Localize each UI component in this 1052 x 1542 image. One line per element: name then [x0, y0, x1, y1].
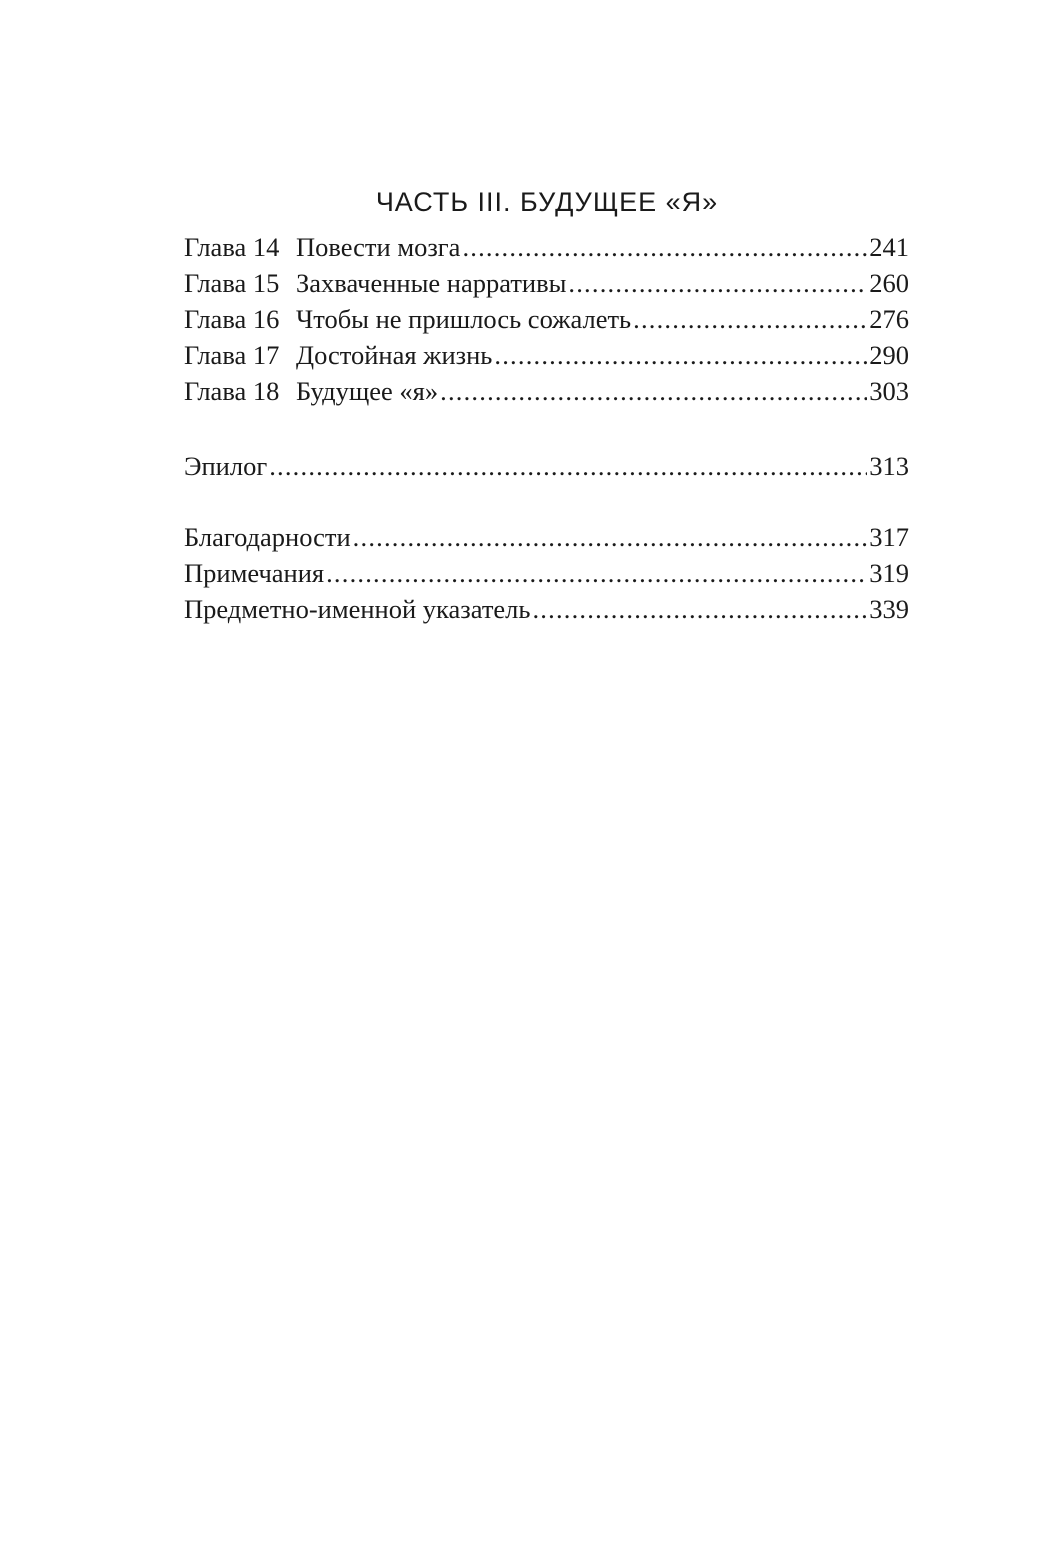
chapter-title: Достойная жизнь — [296, 340, 493, 370]
dot-leader — [568, 265, 867, 301]
dot-leader — [440, 373, 867, 409]
entry-title: Эпилог — [184, 451, 268, 481]
chapter-title: Повести мозга — [296, 232, 461, 262]
page-number: 317 — [869, 522, 909, 552]
part-title: ЧАСТЬ III. БУДУЩЕЕ «Я» — [375, 187, 719, 217]
dot-leader — [269, 448, 867, 484]
entry-title: Благодарности — [184, 522, 351, 552]
page-number: 313 — [869, 451, 909, 481]
chapter-number: Глава 18 — [184, 376, 280, 406]
page-number: 319 — [869, 558, 909, 588]
dot-leader — [353, 519, 868, 555]
page-number: 303 — [869, 376, 909, 406]
toc-chapters — [184, 229, 909, 409]
dot-leader — [494, 337, 867, 373]
page-number: 260 — [869, 268, 909, 298]
toc-back-matter — [184, 519, 909, 627]
toc-entry-chapter-14[interactable] — [184, 229, 909, 265]
entry-title: Предметно-именной указатель — [184, 594, 531, 624]
chapter-title: Будущее «я» — [296, 376, 439, 406]
chapter-title: Захваченные нарративы — [296, 268, 567, 298]
toc-entry-index[interactable] — [184, 591, 909, 627]
chapter-number: Глава 14 — [184, 232, 280, 262]
page-number: 276 — [869, 304, 909, 334]
entry-title: Примечания — [184, 558, 325, 588]
toc-entry-epilogue[interactable] — [184, 448, 909, 484]
toc-entry-chapter-16[interactable] — [184, 301, 909, 337]
page-number: 290 — [869, 340, 909, 370]
dot-leader — [326, 555, 867, 591]
chapter-number: Глава 16 — [184, 304, 280, 334]
toc-entry-notes[interactable] — [184, 555, 909, 591]
page-number: 241 — [869, 232, 909, 262]
toc-entry-chapter-15[interactable] — [184, 265, 909, 301]
toc-epilogue — [184, 448, 909, 484]
chapter-title: Чтобы не пришлось сожалеть — [296, 304, 632, 334]
dot-leader — [633, 301, 867, 337]
chapter-number: Глава 17 — [184, 340, 280, 370]
toc-entry-chapter-17[interactable] — [184, 337, 909, 373]
dot-leader — [532, 591, 867, 627]
toc-entry-chapter-18[interactable] — [184, 373, 909, 409]
toc-entry-acknowledgements[interactable] — [184, 519, 909, 555]
dot-leader — [462, 229, 867, 265]
page-number: 339 — [869, 594, 909, 624]
chapter-number: Глава 15 — [184, 268, 280, 298]
